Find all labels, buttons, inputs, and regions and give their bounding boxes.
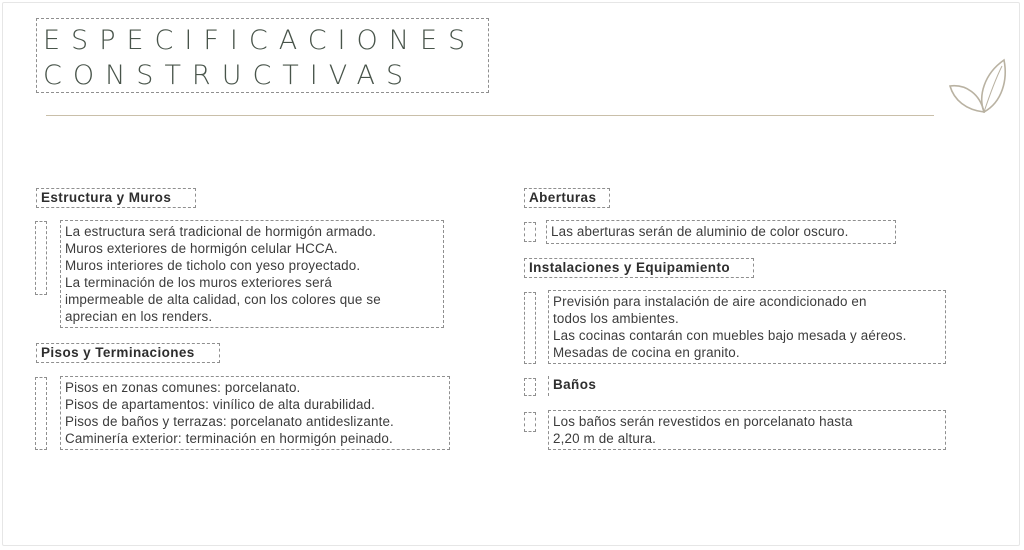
- instalaciones-line: Mesadas de cocina en granito.: [553, 345, 740, 360]
- title-divider: [46, 115, 934, 116]
- pisos-line: Pisos de baños y terrazas: porcelanato antideslizante.: [65, 414, 394, 429]
- estructura-line: impermeable de alta calidad, con los colores que se: [65, 292, 381, 307]
- list-bullet-marker: [524, 378, 536, 396]
- list-bullet-marker: [524, 222, 536, 242]
- title-line-2: CONSTRUCTIVAS: [43, 60, 415, 91]
- instalaciones-line: Las cocinas contarán con muebles bajo mesada y aéreos.: [553, 328, 907, 343]
- aberturas-line: Las aberturas serán de aluminio de color oscuro.: [551, 224, 849, 239]
- leaf-icon: [944, 56, 1010, 118]
- instalaciones-line: todos los ambientes.: [553, 311, 679, 326]
- pisos-line: Pisos de apartamentos: vinílico de alta durabilidad.: [65, 397, 376, 412]
- estructura-heading: Estructura y Muros: [36, 188, 196, 208]
- banos-line: 2,20 m de altura.: [553, 431, 657, 446]
- estructura-line: La estructura será tradicional de hormigón armado.: [65, 224, 377, 239]
- instalaciones-heading: Instalaciones y Equipamiento: [524, 258, 754, 278]
- estructura-line: Muros interiores de ticholo con yeso proyectado.: [65, 258, 361, 273]
- estructura-line: La terminación de los muros exteriores será: [65, 275, 332, 290]
- aberturas-text: [546, 220, 896, 244]
- page-title: [36, 18, 489, 93]
- instalaciones-text: [548, 290, 946, 364]
- instalaciones-line: Previsión para instalación de aire acondicionado en: [553, 294, 867, 309]
- pisos-text: [60, 376, 450, 450]
- pisos-heading: Pisos y Terminaciones: [36, 343, 220, 363]
- pisos-line: Pisos en zonas comunes: porcelanato.: [65, 380, 301, 395]
- estructura-line: aprecian en los renders.: [65, 309, 213, 324]
- banos-text: [548, 410, 946, 450]
- list-bullet-marker: [35, 377, 47, 450]
- list-bullet-marker: [524, 412, 536, 432]
- estructura-text: [60, 220, 444, 328]
- estructura-line: Muros exteriores de hormigón celular HCCA.: [65, 241, 338, 256]
- pisos-line: Caminería exterior: terminación en hormigón peinado.: [65, 431, 393, 446]
- banos-heading: Baños: [548, 376, 602, 396]
- title-line-1: ESPECIFICACIONES: [43, 25, 477, 56]
- aberturas-heading: Aberturas: [524, 188, 610, 208]
- banos-line: Los baños serán revestidos en porcelanato hasta: [553, 414, 853, 429]
- list-bullet-marker: [524, 292, 536, 364]
- list-bullet-marker: [35, 221, 47, 295]
